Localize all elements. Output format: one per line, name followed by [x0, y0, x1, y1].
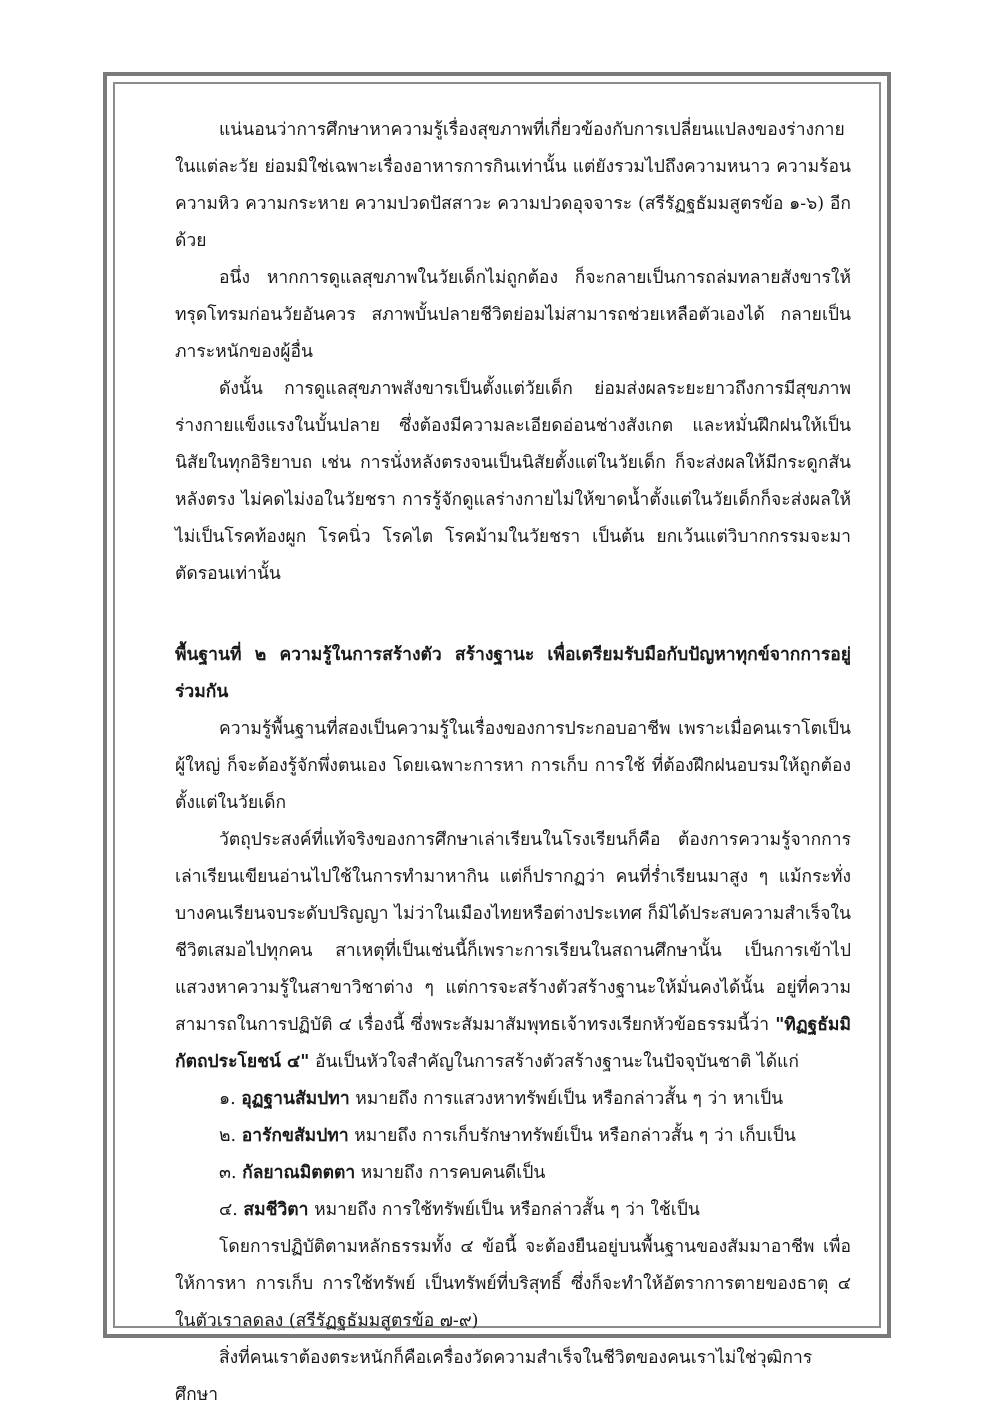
list-number: ๑. [219, 1089, 236, 1109]
list-number: ๓. [219, 1163, 237, 1183]
paragraph-success-measure: สิ่งที่คนเราต้องตระหนักก็คือเครื่องวัดความสำเร็จในชีวิตของคนเราไม่ใช่วุฒิการศึกษา [175, 1348, 813, 1405]
list-item [175, 1192, 851, 1229]
list-number: ๔. [219, 1200, 238, 1220]
list-number: ๒. [219, 1126, 237, 1146]
paragraph-health-knowledge: แน่นอนว่าการศึกษาหาความรู้เรื่องสุขภาพที่เกี่ยวข้องกับการเปลี่ยนแปลงของร่างกายในแต่ละวัย ย่อมมิใช่เฉพาะเรื่องอาหารการกินเท่านั้น แต่ยังรวมไปถึงความหนาว ความร้อน ความหิว ความกระหาย ความปวดปัสสาวะ ความปวดอุจจาระ (สรีรัฏฐธัมมสูตรข้อ ๑-๖) อีกด้วย [175, 120, 851, 251]
paragraph-long-term-effects: ดังนั้น การดูแลสุขภาพสังขารเป็นตั้งแต่วัยเด็ก ย่อมส่งผลระยะยาวถึงการมีสุขภาพร่างกายแข็งแรงในบั้นปลาย ซึ่งต้องมีความละเอียดอ่อนช่างสังเกต และหมั่นฝึกฝนให้เป็นนิสัยในทุกอิริยาบถ เช่น การนั่งหลังตรงจนเป็นนิสัยตั้งแต่ในวัยเด็ก ก็จะส่งผลให้มีกระดูกสันหลังตรง ไม่คดไม่งอในวัยชรา การรู้จักดูแลร่างกายไม่ให้ขาดน้ำตั้งแต่ในวัยเด็กก็จะส่งผลให้ไม่เป็นโรคท้องผูก โรคนิ่ว โรคไต โรคม้ามในวัยชรา เป็นต้น ยกเว้นแต่วิบากกรรมจะมาตัดรอนเท่านั้น [175, 379, 851, 584]
list-term: กัลยาณมิตตตา [242, 1163, 356, 1183]
dharma-term: "ทิฏฐธัมมิกัตถประโยชน์ ๔" [175, 1015, 851, 1072]
paragraph-right-livelihood: โดยการปฏิบัติตามหลักธรรมทั้ง ๔ ข้อนี้ จะต้องยืนอยู่บนพื้นฐานของสัมมาอาชีพ เพื่อให้การหา การเก็บ การใช้ทรัพย์ เป็นทรัพย์ที่บริสุทธิ์ ซึ่งก็จะทำให้อัตราการตายของธาตุ ๔ ในตัวเราลดลง (สรีรัฏฐธัมมสูตรข้อ ๗-๙) [175, 1237, 851, 1331]
list-description: หมายถึง การแสวงหาทรัพย์เป็น หรือกล่าวสั้น ๆ ว่า หาเป็น [349, 1089, 784, 1109]
list-description: หมายถึง การใช้ทรัพย์เป็น หรือกล่าวสั้น ๆ ว่า ใช้เป็น [308, 1200, 700, 1220]
paragraph-education-purpose [175, 822, 851, 1081]
paragraph-childhood-care: อนึ่ง หากการดูแลสุขภาพในวัยเด็กไม่ถูกต้อง ก็จะกลายเป็นการถล่มทลายสังขารให้ทรุดโทรมก่อนวัยอันควร สภาพบั้นปลายชีวิตย่อมไม่สามารถช่วยเหลือตัวเองได้ กลายเป็นภาระหนักของผู้อื่น [175, 268, 851, 362]
section-heading: พื้นฐานที่ ๒ ความรู้ในการสร้างตัว สร้างฐานะ เพื่อเตรียมรับมือกับปัญหาทุกข์จากการอยู่ร่วมกัน [175, 645, 851, 702]
paragraph-text: วัตถุประสงค์ที่แท้จริงของการศึกษาเล่าเรียนในโรงเรียนก็คือ ต้องการความรู้จากการเล่าเรียนเขียนอ่านไปใช้ในการทำมาหากิน แต่ก็ปรากฏว่า คนที่ร่ำเรียนมาสูง ๆ แม้กระทั่งบางคนเรียนจบระดับปริญญา ไม่ว่าในเมืองไทยหรือต่างประเทศ ก็มิได้ประสบความสำเร็จในชีวิตเสมอไปทุกคน สาเหตุที่เป็นเช่นนี้ก็เพราะการเรียนในสถานศึกษานั้น เป็นการเข้าไปแสวงหาความรู้ในสาขาวิชาต่าง ๆ แต่การจะสร้างตัวสร้างฐานะให้มั่นคงได้นั้น อยู่ที่ความสามารถในการปฏิบัติ ๔ เรื่องนี้ ซึ่งพระสัมมาสัมพุทธเจ้าทรงเรียกหัวข้อธรรมนี้ว่า [175, 830, 851, 1035]
list-item [175, 1081, 851, 1118]
list-description: หมายถึง การคบคนดีเป็น [355, 1163, 546, 1183]
paragraph-occupation: ความรู้พื้นฐานที่สองเป็นความรู้ในเรื่องของการประกอบอาชีพ เพราะเมื่อคนเราโตเป็นผู้ใหญ่ ก็จะต้องรู้จักพึ่งตนเอง โดยเฉพาะการหา การเก็บ การใช้ ที่ต้องฝึกฝนอบรมให้ถูกต้องตั้งแต่ในวัยเด็ก [175, 719, 851, 813]
list-term: อารักขสัมปทา [241, 1126, 349, 1146]
paragraph-text: อันเป็นหัวใจสำคัญในการสร้างตัวสร้างฐานะในปัจจุบันชาติ ได้แก่ [309, 1052, 799, 1072]
list-item [175, 1155, 851, 1192]
list-term: สมชีวิตา [243, 1200, 309, 1220]
document-body [175, 112, 851, 1414]
list-item [175, 1118, 851, 1155]
list-term: อุฏฐานสัมปทา [241, 1089, 350, 1109]
list-description: หมายถึง การเก็บรักษาทรัพย์เป็น หรือกล่าวสั้น ๆ ว่า เก็บเป็น [348, 1126, 796, 1146]
